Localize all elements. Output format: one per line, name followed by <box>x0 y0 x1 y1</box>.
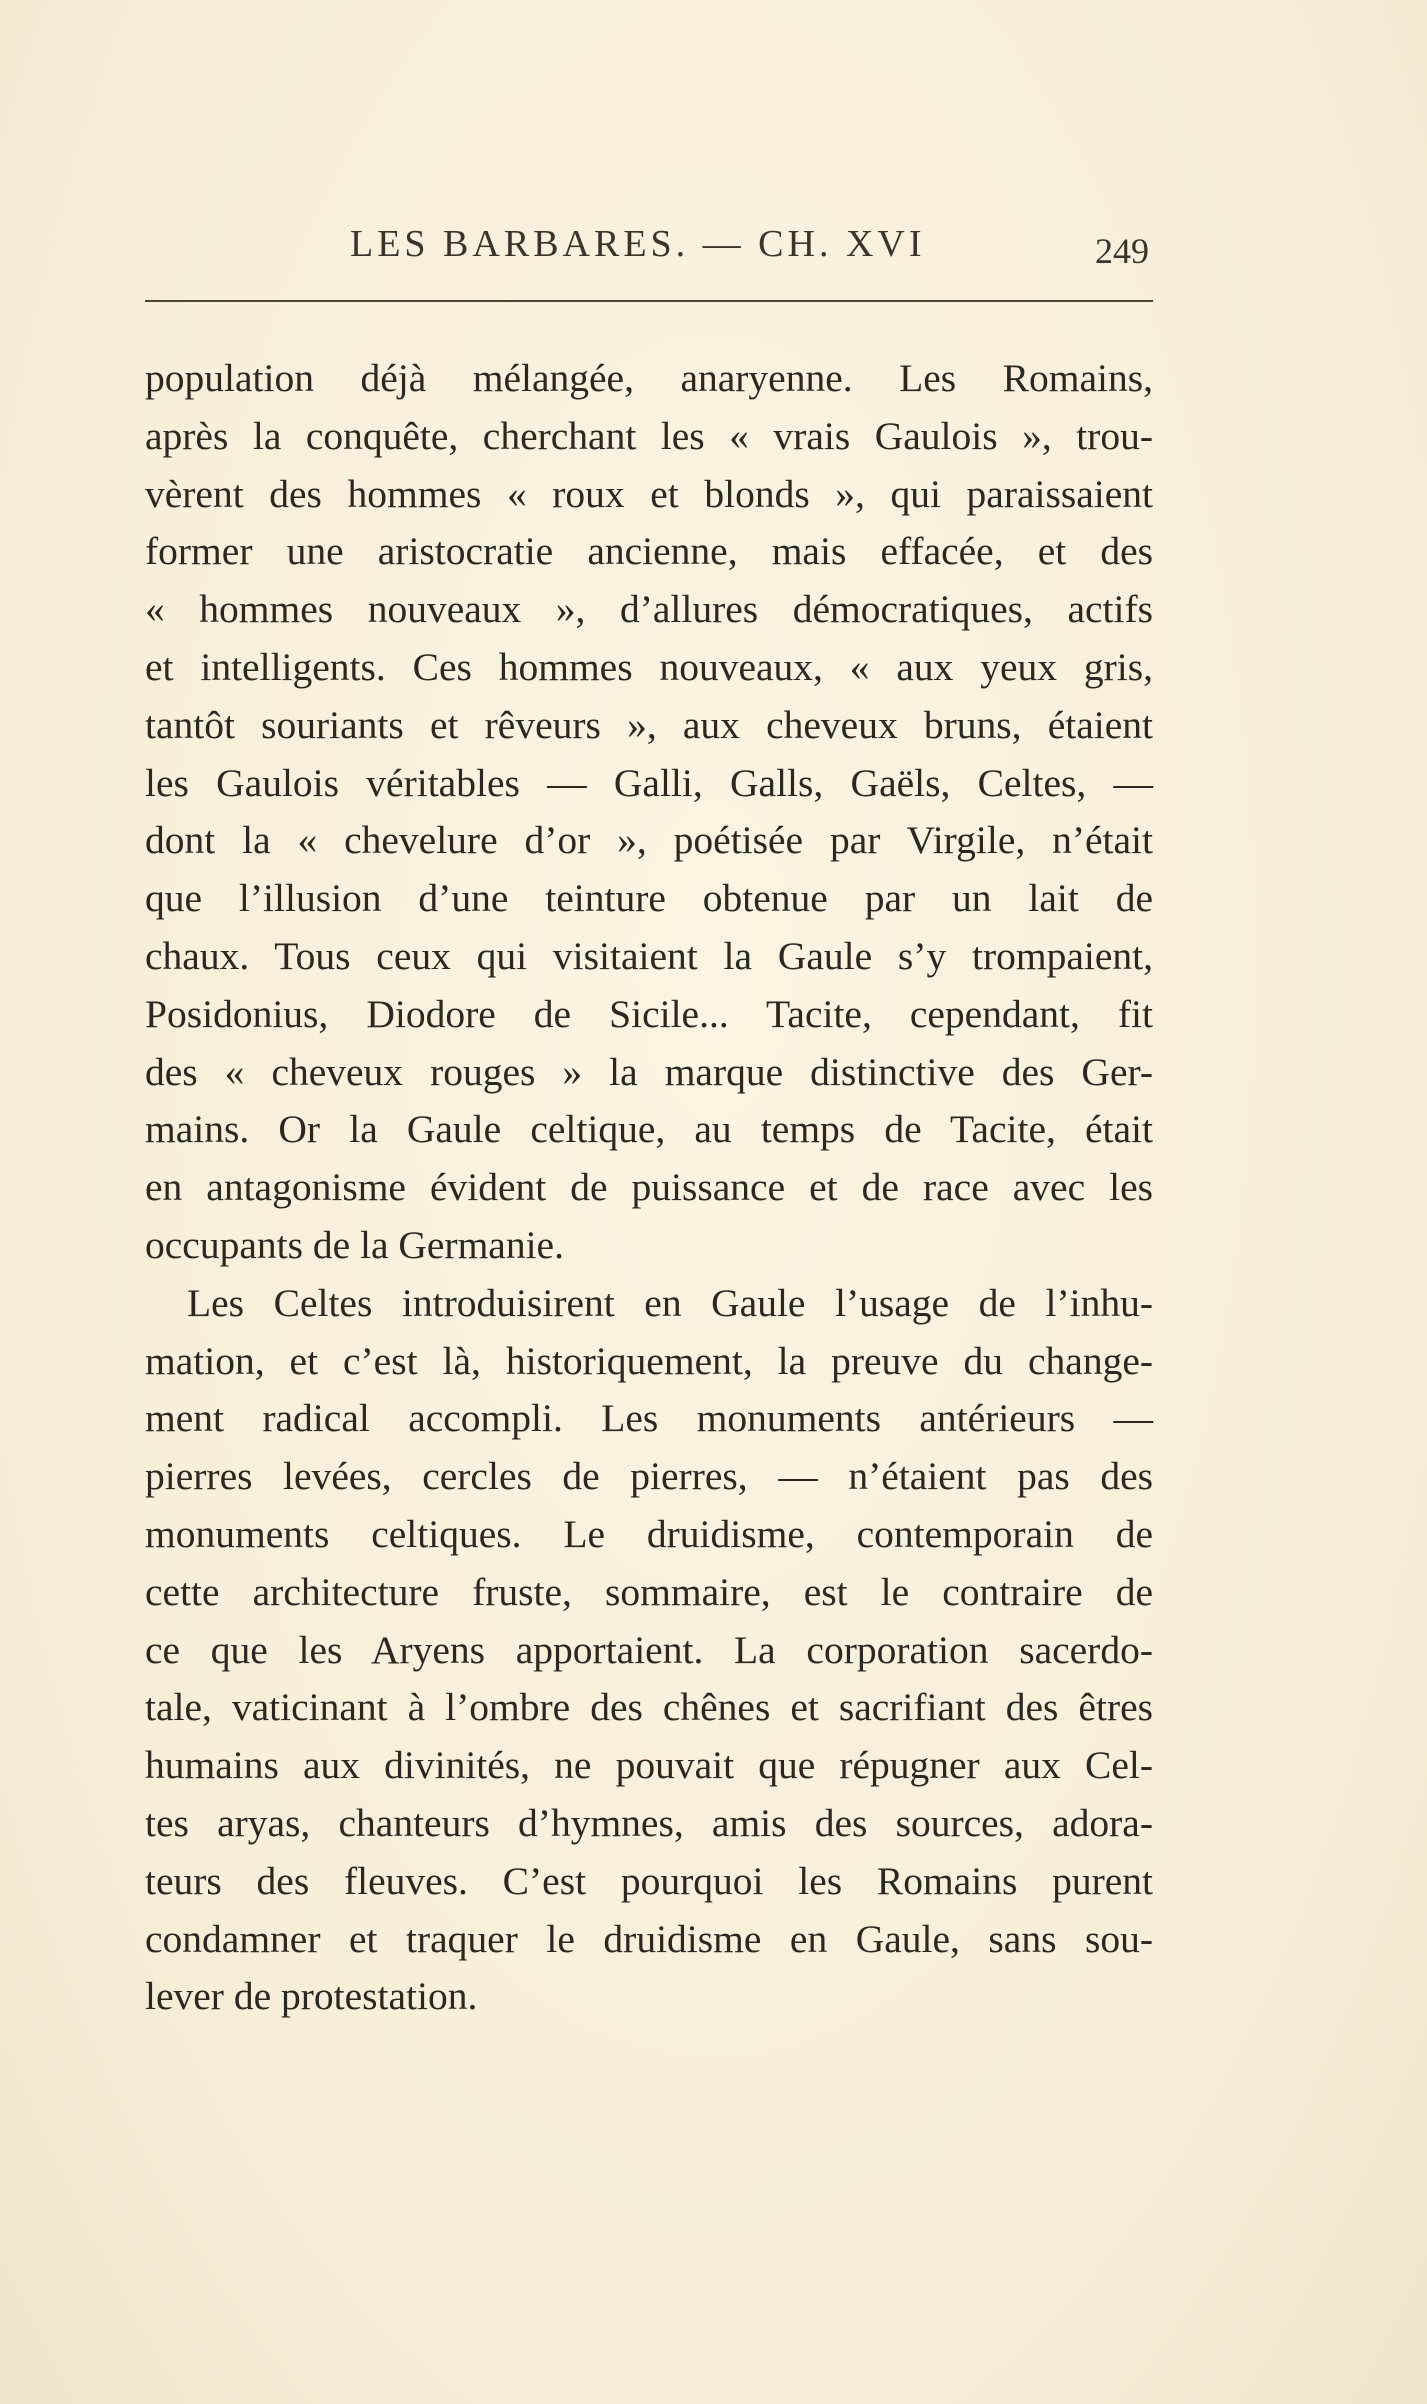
text-line: tale, vaticinant à l’ombre des chênes et sacrifiant des êtres <box>145 1685 1153 1730</box>
text-line: que l’illusion d’une teinture obtenue par un lait de <box>145 876 1153 921</box>
text-line: les Gaulois véritables — Galli, Galls, Gaëls, Celtes, — <box>145 760 1153 805</box>
text-line: et intelligents. Ces hommes nouveaux, « aux yeux gris, <box>145 644 1153 689</box>
text-line: Posidonius, Diodore de Sicile... Tacite, cependant, fit <box>145 991 1153 1036</box>
text-line: mation, et c’est là, historiquement, la preuve du change- <box>145 1338 1153 1383</box>
page-number: 249 <box>1095 231 1149 271</box>
text-line: tes aryas, chanteurs d’hymnes, amis des sources, adora- <box>145 1800 1153 1845</box>
text-line: après la conquête, cherchant les « vrais Gaulois », trou- <box>145 413 1153 458</box>
text-line: des « cheveux rouges » la marque distinctive des Ger- <box>145 1049 1153 1094</box>
text-line: vèrent des hommes « roux et blonds », qui paraissaient <box>145 471 1153 516</box>
text-line: occupants de la Germanie. <box>145 1222 564 1267</box>
text-line: pierres levées, cercles de pierres, — n’étaient pas des <box>145 1454 1153 1499</box>
running-head: LES BARBARES. — CH. XVI <box>350 223 926 265</box>
header-rule <box>145 300 1153 302</box>
paragraph-1 <box>145 350 1153 1275</box>
text-line: dont la « chevelure d’or », poétisée par Virgile, n’était <box>145 818 1153 863</box>
text-line: former une aristocratie ancienne, mais effacée, et des <box>145 529 1153 574</box>
text-line: teurs des fleuves. C’est pourquoi les Romains purent <box>145 1858 1153 1903</box>
paragraph-2 <box>145 1275 1153 2026</box>
text-line: monuments celtiques. Le druidisme, contemporain de <box>145 1511 1153 1556</box>
text-line: « hommes nouveaux », d’allures démocratiques, actifs <box>145 587 1153 632</box>
text-line: condamner et traquer le druidisme en Gaule, sans sou- <box>145 1916 1153 1961</box>
text-line: cette architecture fruste, sommaire, est le contraire de <box>145 1569 1153 1614</box>
text-line: mains. Or la Gaule celtique, au temps de Tacite, était <box>145 1107 1153 1152</box>
text-line: en antagonisme évident de puissance et de race avec les <box>145 1165 1153 1210</box>
text-line: tantôt souriants et rêveurs », aux cheveux bruns, étaient <box>145 702 1153 747</box>
body-text <box>145 350 1153 2026</box>
text-line: lever de protestation. <box>145 1974 478 2019</box>
text-line: ment radical accompli. Les monuments antérieurs — <box>145 1396 1153 1441</box>
text-line: population déjà mélangée, anaryenne. Les Romains, <box>145 356 1153 400</box>
text-line: ce que les Aryens apportaient. La corporation sacerdo- <box>145 1627 1153 1672</box>
text-line: Les Celtes introduisirent en Gaule l’usage de l’inhu- <box>187 1280 1153 1325</box>
text-line: chaux. Tous ceux qui visitaient la Gaule s’y trompaient, <box>145 933 1153 978</box>
text-line: humains aux divinités, ne pouvait que répugner aux Cel- <box>145 1743 1153 1788</box>
